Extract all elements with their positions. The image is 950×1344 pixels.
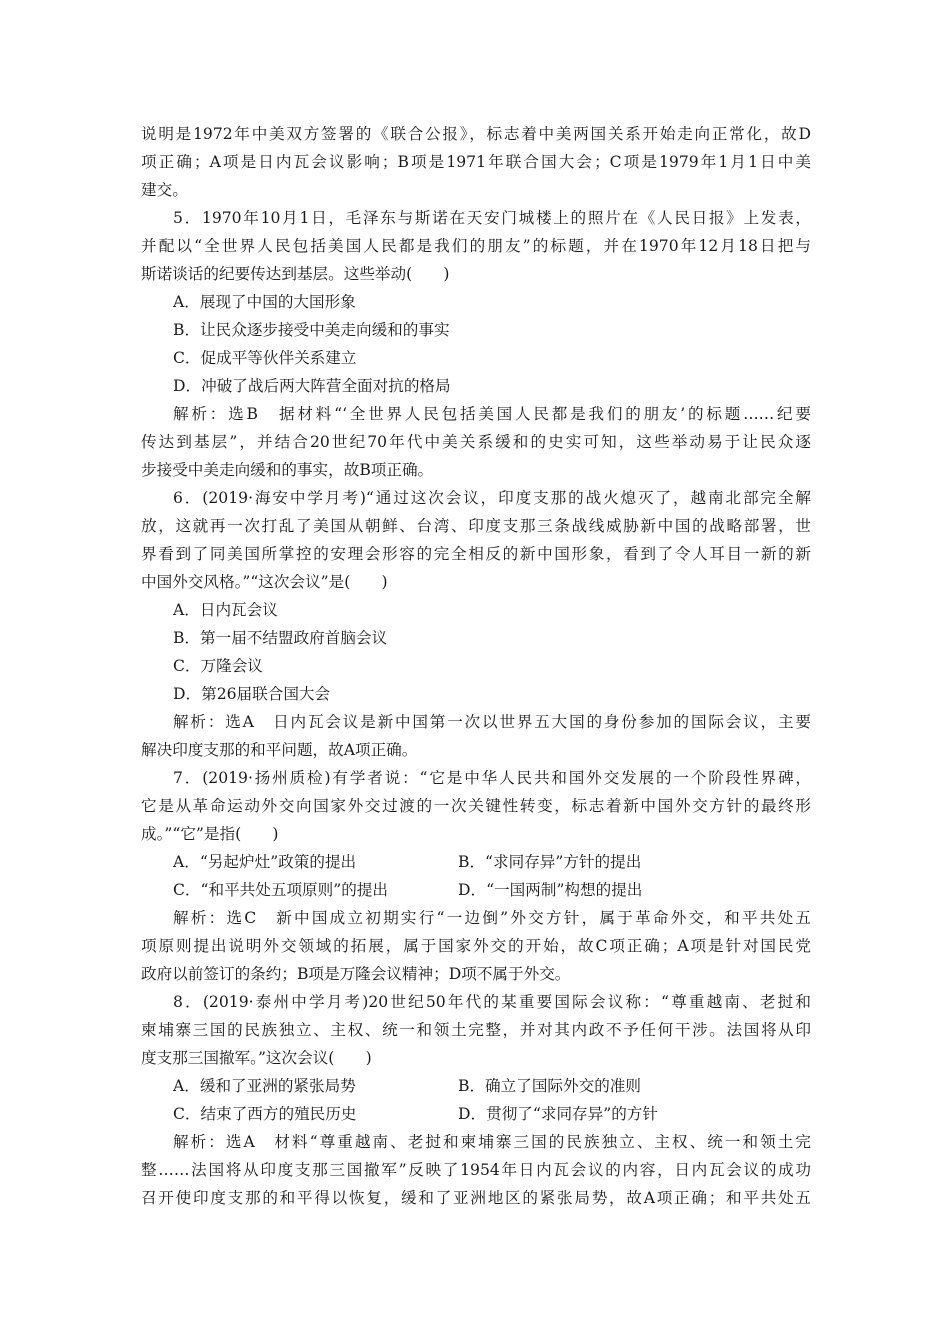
- text-line: 解决印度支那的和平问题，故A项正确。: [141, 741, 418, 759]
- text-line: 项正确；A项是日内瓦会议影响；B项是1971年联合国大会；C项是1979年1月1日中美: [141, 153, 811, 171]
- option-c: C．结束了西方的殖民历史: [173, 1105, 357, 1123]
- question-8-stem: 8．(2019·泰州中学月考)20世纪50年代的某重要国际会议称：“尊重越南、老挝和: [173, 993, 811, 1011]
- analysis-6: 解析：选A 日内瓦会议是新中国第一次以世界五大国的身份参加的国际会议，主要: [173, 713, 811, 731]
- text-line: 放，这就再一次打乱了美国从朝鲜、台湾、印度支那三条战线威胁新中国的战略部署，世: [141, 517, 811, 535]
- text-line: 说明是1972年中美双方签署的《联合公报》，标志着中美两国关系开始走向正常化，故D: [141, 125, 811, 143]
- option-a: A．“另起炉灶”政策的提出: [173, 853, 357, 871]
- text-line: 成。”“它”是指( ): [141, 825, 279, 843]
- text-line: 政府以前签订的条约；B项是万隆会议精神；D项不属于外交。: [141, 965, 571, 983]
- option-d: D．第26届联合国大会: [173, 685, 331, 703]
- question-5-stem: 5．1970年10月1日，毛泽东与斯诺在天安门城楼上的照片在《人民日报》上发表，: [173, 209, 811, 227]
- option-c: C．“和平共处五项原则”的提出: [173, 881, 389, 899]
- text-line: 度支那三国撤军。”这次会议( ): [141, 1049, 372, 1067]
- option-a: A．缓和了亚洲的紧张局势: [173, 1077, 356, 1095]
- option-d: D．“一国两制”构想的提出: [458, 881, 643, 899]
- text-line: 整……法国将从印度支那三国撤军”反映了1954年日内瓦会议的内容，日内瓦会议的成功: [141, 1161, 811, 1179]
- option-d: D．贯彻了“求同存异”的方针: [458, 1105, 658, 1123]
- option-b: B．让民众逐步接受中美走向缓和的事实: [173, 321, 450, 339]
- option-c: C．促成平等伙伴关系建立: [173, 349, 357, 367]
- option-c: C．万隆会议: [173, 657, 263, 675]
- analysis-7: 解析：选C 新中国成立初期实行“一边倒”外交方针，属于革命外交，和平共处五: [173, 909, 811, 927]
- text-line: 中国外交风格。”“这次会议”是( ): [141, 573, 388, 591]
- option-b: B．确立了国际外交的准则: [458, 1077, 641, 1095]
- option-b: B．“求同存异”方针的提出: [458, 853, 642, 871]
- text-line: 并配以“全世界人民包括美国人民都是我们的朋友”的标题，并在1970年12月18日把与: [141, 237, 811, 255]
- question-7-stem: 7．(2019·扬州质检)有学者说：“它是中华人民共和国外交发展的一个阶段性界碑，: [173, 769, 811, 787]
- analysis-8: 解析：选A 材料“尊重越南、老挝和柬埔寨三国的民族独立、主权、统一和领土完: [173, 1133, 811, 1151]
- text-line: 召开使印度支那的和平得以恢复，缓和了亚洲地区的紧张局势，故A项正确；和平共处五: [141, 1189, 811, 1207]
- text-line: 它是从革命运动外交向国家外交过渡的一次关键性转变，标志着新中国外交方针的最终形: [141, 797, 811, 815]
- text-line: 传达到基层”，并结合20世纪70年代中美关系缓和的史实可知，这些举动易于让民众逐: [141, 433, 811, 451]
- option-b: B．第一届不结盟政府首脑会议: [173, 629, 388, 647]
- text-line: 斯诺谈话的纪要传达到基层。这些举动( ): [141, 265, 450, 283]
- option-a: A．日内瓦会议: [173, 601, 278, 619]
- text-line: 项原则提出说明外交领域的拓展，属于国家外交的开始，故C项正确；A项是针对国民党: [141, 937, 811, 955]
- text-line: 建交。: [141, 181, 188, 199]
- text-line: 界看到了同美国所掌控的安理会形容的完全相反的新中国形象，看到了令人耳目一新的新: [141, 545, 811, 563]
- text-line: 柬埔寨三国的民族独立、主权、统一和领土完整，并对其内政不予任何干涉。法国将从印: [141, 1021, 811, 1039]
- option-a: A．展现了中国的大国形象: [173, 293, 356, 311]
- analysis-5: 解析：选B 据材料“‘全世界人民包括美国人民都是我们的朋友’的标题……纪要: [173, 405, 811, 423]
- option-d: D．冲破了战后两大阵营全面对抗的格局: [173, 377, 451, 395]
- question-6-stem: 6．(2019·海安中学月考)“通过这次会议，印度支那的战火熄灭了，越南北部完全解: [173, 489, 811, 507]
- text-line: 步接受中美走向缓和的事实，故B项正确。: [141, 461, 434, 479]
